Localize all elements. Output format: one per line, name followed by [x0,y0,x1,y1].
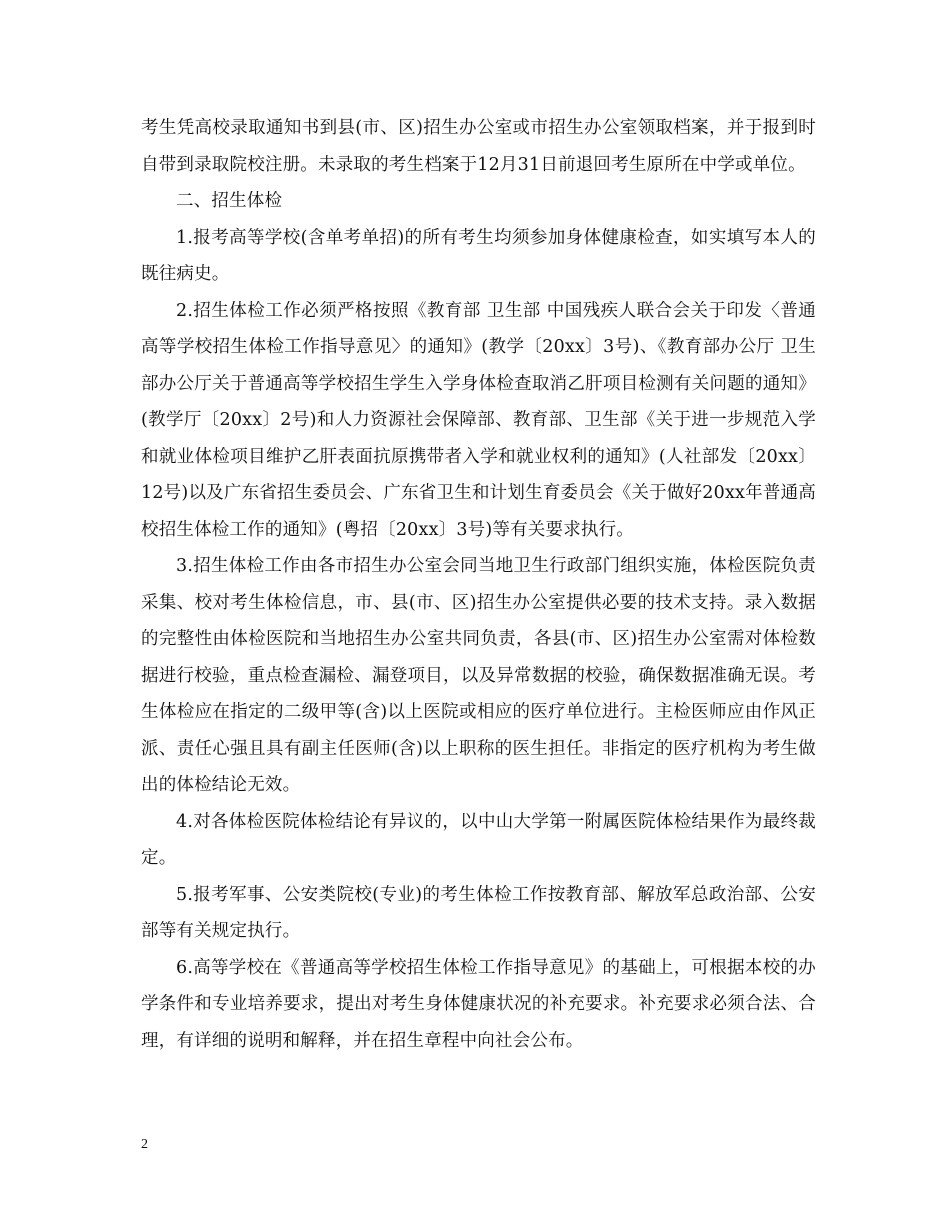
paragraph-item-5: 5.报考军事、公安类院校(专业)的考生体检工作按教育部、解放军总政治部、公安部等有关规定执行。 [141,884,816,941]
document-body [141,110,816,1059]
paragraph-item-4: 4.对各体检医院体检结论有异议的，以中山大学第一附属医院体检结果作为最终裁定。 [141,811,816,868]
page-number: 2 [141,1137,148,1152]
paragraph-item-3: 3.招生体检工作由各市招生办公室会同当地卫生行政部门组织实施，体检医院负责采集、校对考生体检信息，市、县(市、区)招生办公室提供必要的技术支持。录入数据的完整性由体检医院和当地招生办公室共同负责，各县(市、区)招生办公室需对体检数据进行校验，重点检查漏检、漏登项目，以及异常数据的校验，确保数据准确无误。考生体检应在指定的二级甲等(含)以上医院或相应的医疗单位进行。主检医师应由作风正派、责任心强且具有副主任医师(含)以上职称的医生担任。非指定的医疗机构为考生做出的体检结论无效。 [141,556,816,795]
paragraph-item-6: 6.高等学校在《普通高等学校招生体检工作指导意见》的基础上，可根据本校的办学条件和专业培养要求，提出对考生身体健康状况的补充要求。补充要求必须合法、合理，有详细的说明和解释，并在招生章程中向社会公布。 [141,957,816,1051]
paragraph-item-1: 1.报考高等学校(含单考单招)的所有考生均须参加身体健康检查，如实填写本人的既往病史。 [141,227,816,284]
section-heading: 二、招生体检 [176,191,283,211]
paragraph-item-2: 2.招生体检工作必须严格按照《教育部 卫生部 中国残疾人联合会关于印发〈普通高等学校招生体检工作指导意见〉的通知》(教学〔20xx〕3号)、《教育部办公厅 卫生部办公厅关于普通高等学校招生学生入学身体检查取消乙肝项目检测有关问题的通知》(教学厅〔20xx〕2号)和人力资源社会保障部、教育部、卫生部《关于进一步规范入学和就业体检项目维护乙肝表面抗原携带者入学和就业权利的通知》(人社部发〔20xx〕12号)以及广东省招生委员会、广东省卫生和计划生育委员会《关于做好20xx年普通高校招生体检工作的通知》(粤招〔20xx〕3号)等有关要求执行。 [141,300,816,540]
paragraph-continuation: 考生凭高校录取通知书到县(市、区)招生办公室或市招生办公室领取档案，并于报到时自带到录取院校注册。未录取的考生档案于12月31日前退回考生原所在中学或单位。 [141,118,816,175]
